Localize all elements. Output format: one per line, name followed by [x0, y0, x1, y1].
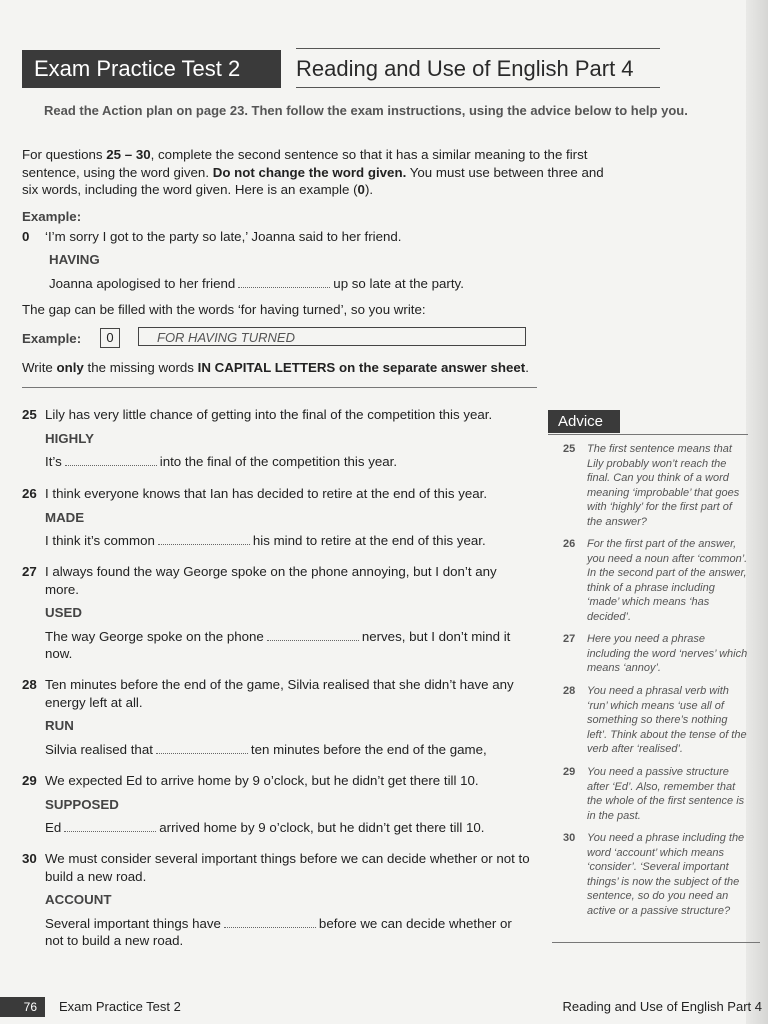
advice-item-29: [563, 765, 748, 823]
question-text: I always found the way George spoke on the phone annoying, but I don’t any more.: [45, 564, 497, 597]
question-number: 30: [22, 851, 37, 866]
advice-text: You need a passive structure after ‘Ed’. Also, remember that the whole of the first sentence is in the past.: [587, 766, 745, 822]
question-keyword: RUN: [45, 718, 74, 733]
answer-gap[interactable]: [64, 831, 156, 832]
question-text: I think everyone knows that Ian has decided to retire at the end of this year.: [45, 486, 488, 501]
question-answer-line: [45, 532, 532, 550]
answer-after: nerves, but I don’t mind it now.: [45, 628, 511, 661]
example-box-answer: FOR HAVING TURNED: [138, 327, 526, 346]
page-number: 76: [0, 997, 45, 1017]
advice-number: 29: [563, 766, 576, 778]
instruction-line: Read the Action plan on page 23. Then follow the exam instructions, using the advice below to help you.: [44, 103, 688, 118]
intro-paragraph: [22, 146, 622, 199]
answer-after: into the final of the competition this year.: [159, 454, 398, 469]
question-text: Lily has very little chance of getting into the final of the competition this year.: [45, 407, 493, 422]
write-text-a: Write: [22, 360, 57, 375]
advice-divider: [548, 434, 748, 435]
question-answer-line: [45, 819, 532, 837]
answer-before: It’s: [45, 454, 62, 469]
page-edge-shadow: [746, 0, 768, 1024]
question-keyword: MADE: [45, 509, 85, 525]
question-keyword: SUPPOSED: [45, 796, 119, 812]
example-gap: [238, 287, 330, 288]
answer-after: before we can decide whether or not to build a new road.: [45, 915, 512, 948]
advice-text: You need a phrase including the word ‘account’ which means ‘consider’. ‘Several important things’ is now the subject of the sentence, so do you need an active or a passive structure?: [587, 832, 745, 917]
advice-item-27: [563, 632, 748, 676]
example-before: Joanna apologised to her friend: [49, 276, 236, 291]
test-title-box: Exam Practice Test 2: [22, 50, 281, 88]
answer-before: Several important things have: [45, 915, 221, 931]
example-box-number: 0: [100, 328, 120, 348]
advice-number: 28: [563, 685, 576, 697]
advice-bottom-rule: [552, 942, 760, 943]
question-27: [22, 563, 532, 663]
intro-text-4: ).: [364, 182, 374, 197]
question-answer-line: [45, 453, 532, 471]
example-label: Example:: [22, 209, 82, 224]
example-number: 0: [22, 229, 30, 244]
intro-text-3: You must use between three and six words, including the word given. Here is an example (: [22, 164, 604, 197]
gap-explanation: The gap can be filled with the words ‘for having turned’, so you write:: [22, 302, 426, 317]
advice-text: For the first part of the answer, you need a noun after ‘common’. In the second part of the answer, think of a phrase including ‘made’ which means ‘has decided’.: [587, 538, 748, 623]
question-text: We must consider several important things before we can decide whether or not to build a new road.: [45, 851, 530, 884]
intro-text-2: , complete the second sentence so that it has a similar meaning to the first sentence, using the word given.: [22, 147, 588, 180]
question-text: We expected Ed to arrive home by 9 o’clock, but he didn’t get there till 10.: [45, 773, 479, 788]
answer-before: Ed: [45, 820, 62, 835]
advice-heading: Advice: [548, 410, 620, 433]
write-text-e: .: [525, 360, 529, 375]
question-29: [22, 772, 532, 837]
question-number: 26: [22, 486, 37, 501]
question-answer-line: [45, 741, 532, 759]
question-keyword: HIGHLY: [45, 430, 95, 446]
question-30: [22, 850, 532, 950]
example-after: up so late at the party.: [333, 276, 464, 291]
footer-test-name: Exam Practice Test 2: [59, 999, 181, 1014]
answer-before: I think it’s common: [45, 533, 155, 548]
intro-bold: Do not change the word given.: [212, 164, 407, 180]
answer-after: arrived home by 9 o’clock, but he didn’t get there till 10.: [159, 820, 485, 835]
advice-item-25: [563, 442, 748, 530]
question-answer-line: [45, 628, 532, 663]
write-text-c: the missing words: [83, 360, 198, 375]
question-25: [22, 406, 532, 471]
example-sentence: ‘I’m sorry I got to the party so late,’ Joanna said to her friend.: [45, 229, 402, 244]
answer-gap[interactable]: [267, 640, 359, 641]
advice-text: Here you need a phrase including the word ‘nerves’ which means ‘annoy’.: [587, 633, 748, 675]
advice-number: 30: [563, 832, 576, 844]
answer-before: The way George spoke on the phone: [45, 628, 264, 644]
advice-text: The first sentence means that Lily probably won’t reach the final. Can you think of a word meaning ‘improbable’ that goes with ‘highly’ for the first part of the answer?: [587, 443, 740, 528]
write-instruction: [22, 360, 529, 375]
answer-after: his mind to retire at the end of this year.: [252, 533, 486, 548]
advice-item-26: [563, 537, 748, 625]
example-keyword: HAVING: [49, 252, 100, 267]
example-box-label: Example:: [22, 331, 82, 346]
advice-item-28: [563, 684, 748, 757]
answer-gap[interactable]: [224, 927, 316, 928]
section-title: Reading and Use of English Part 4: [296, 48, 660, 88]
question-number: 29: [22, 773, 37, 788]
question-26: [22, 485, 532, 550]
question-keyword: ACCOUNT: [45, 892, 112, 907]
section-divider: [22, 387, 537, 388]
question-number: 27: [22, 564, 37, 579]
write-text-d: IN CAPITAL LETTERS on the separate answer sheet: [197, 360, 526, 375]
intro-range: 25 – 30: [106, 147, 151, 162]
answer-after: ten minutes before the end of the game,: [250, 741, 487, 757]
intro-text-1: For questions: [22, 147, 107, 162]
question-text: Ten minutes before the end of the game, Silvia realised that she didn’t have any energy left at all.: [45, 677, 514, 710]
answer-gap[interactable]: [156, 753, 248, 754]
advice-text: You need a phrasal verb with ‘run’ which means ‘use all of something so there’s nothing left’. Think about the tense of the verb after ‘realised’.: [587, 685, 747, 756]
advice-number: 26: [563, 538, 576, 550]
question-28: [22, 676, 532, 758]
question-keyword: USED: [45, 605, 82, 620]
write-text-b: only: [56, 360, 84, 375]
answer-gap[interactable]: [158, 544, 250, 545]
question-number: 25: [22, 407, 37, 422]
advice-number: 25: [563, 443, 576, 455]
answer-gap[interactable]: [65, 465, 157, 466]
footer-section-name: Reading and Use of English Part 4: [562, 999, 762, 1014]
question-answer-line: [45, 915, 532, 950]
example-answer-line: [49, 276, 464, 291]
advice-item-30: [563, 831, 748, 919]
question-number: 28: [22, 677, 37, 692]
advice-number: 27: [563, 633, 576, 645]
answer-before: Silvia realised that: [45, 741, 153, 757]
intro-zero: 0: [357, 182, 365, 197]
